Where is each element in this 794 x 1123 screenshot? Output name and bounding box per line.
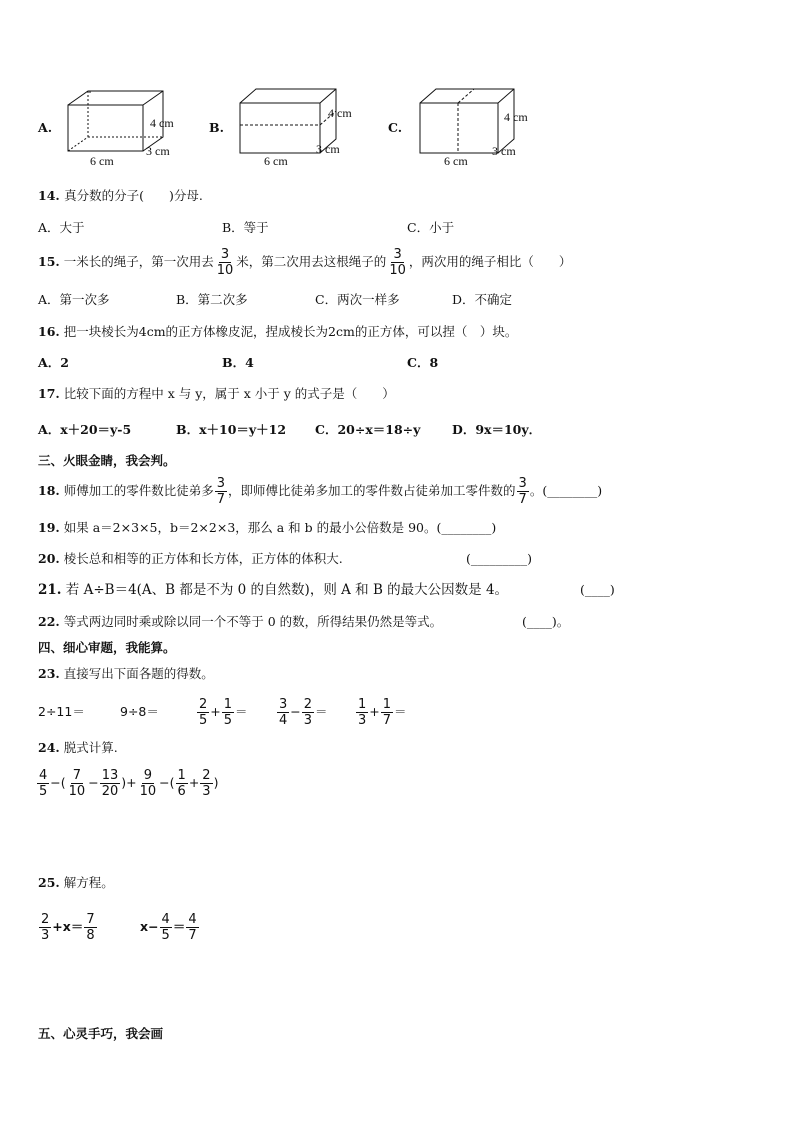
section-4-heading: 四、细心审题，我能算。 — [38, 640, 176, 655]
question-text-b: 米，第二次用去这根绳子的 — [236, 254, 387, 269]
q20-answer-blank[interactable]: (_________) — [466, 551, 533, 566]
question-number: 17. — [38, 386, 60, 401]
q13-figure-a — [60, 85, 190, 170]
fraction-3-10: $\frac{3}{10}$ — [216, 247, 234, 278]
section-5-heading: 五、心灵手巧，我会画 — [38, 1026, 164, 1041]
q16-option-a[interactable]: A．2 — [38, 355, 69, 370]
q15-option-b[interactable]: B．第二次多 — [176, 292, 248, 307]
q15-option-c[interactable]: C．两次一样多 — [315, 292, 400, 307]
q15-stem — [38, 244, 571, 280]
dim-depth-label: 3 cm — [492, 144, 516, 158]
question-text: 若 A÷B＝4(A、B 都是不为 0 的自然数)，则 A 和 B 的最大公因数是 4。 — [65, 582, 509, 598]
question-text-c: 。(________) — [529, 483, 603, 498]
fraction-3-7: $\frac{3}{7}$ — [216, 476, 226, 507]
dim-length-label: 6 cm — [444, 154, 468, 168]
q13-option-b-label: B. — [209, 120, 224, 135]
question-text: 如果 a＝2×3×5，b＝2×2×3，那么 a 和 b 的最小公倍数是 90。(________) — [63, 520, 497, 535]
q25-stem — [38, 874, 114, 892]
q23-expr-2: 9÷8＝ — [120, 704, 159, 719]
question-text: 等式两边同时乘或除以同一个不等于 0 的数，所得结果仍然是等式。 — [63, 614, 443, 629]
q14-stem — [38, 187, 203, 205]
q15-option-a[interactable]: A．第一次多 — [38, 292, 110, 307]
question-number: 23. — [38, 666, 60, 681]
q20-stem — [38, 550, 343, 568]
question-number: 20. — [38, 551, 60, 566]
dim-depth-label: 3 cm — [316, 142, 340, 156]
q25-equation-1: $\frac{2}{3}$ +x＝ $\frac{7}{8}$ — [41, 912, 95, 943]
q17-option-a[interactable]: A．x＋20＝y-5 — [38, 422, 132, 437]
q13-option-c-label: C. — [388, 120, 403, 135]
q17-option-b[interactable]: B．x＋10＝y＋12 — [176, 422, 287, 437]
q23-stem — [38, 665, 214, 683]
q22-stem — [38, 613, 442, 631]
q14-option-a[interactable]: A．大于 — [38, 220, 85, 235]
question-text: 棱长总和相等的正方体和长方体，正方体的体积大. — [63, 551, 343, 566]
q16-option-c[interactable]: C．8 — [407, 355, 439, 370]
q25-equation-2: x− $\frac{4}{5}$ ＝ $\frac{4}{7}$ — [140, 912, 197, 943]
dim-length-label: 6 cm — [90, 154, 114, 168]
q19-stem — [38, 519, 496, 537]
q21-answer-blank[interactable]: (____) — [580, 582, 615, 597]
q16-option-b[interactable]: B．4 — [222, 355, 254, 370]
fraction-3-7: $\frac{3}{7}$ — [518, 476, 527, 507]
question-number: 14. — [38, 188, 60, 203]
question-text: 直接写出下面各题的得数。 — [63, 666, 214, 681]
question-number: 18. — [38, 483, 60, 498]
q15-option-d[interactable]: D．不确定 — [452, 292, 513, 307]
q17-option-c[interactable]: C．20÷x＝18÷y — [315, 422, 421, 437]
question-number: 22. — [38, 614, 60, 629]
q24-expression: $\frac{4}{5}$ −( $\frac{7}{10}$ − $\frac{13}{20}$ )+ $\frac{9}{10}$ −( $\frac{1}{6}$ + $\frac{2}{3}$ ) — [39, 768, 219, 799]
q13-figure-c — [414, 85, 544, 170]
question-text: 比较下面的方程中 x 与 y，属于 x 小于 y 的式子是（ ） — [63, 386, 395, 401]
q22-answer-blank[interactable]: (____)。 — [522, 614, 570, 629]
question-text-b: ，即师傅比徒弟多加工的零件数占徒弟加工零件数的 — [228, 483, 516, 498]
dim-height-label: 4 cm — [328, 106, 352, 120]
q14-option-c[interactable]: C．小于 — [407, 220, 455, 235]
q18-stem — [38, 472, 602, 510]
question-text: 解方程。 — [63, 875, 114, 890]
question-text: 把一块棱长为4cm的正方体橡皮泥，捏成棱长为2cm的正方体，可以捏（ ）块。 — [63, 324, 518, 339]
question-number: 16. — [38, 324, 60, 339]
question-text: 真分数的分子( )分母. — [64, 188, 203, 203]
q23-expr-3: $\frac{2}{5}$ + $\frac{1}{5}$ ＝ — [199, 697, 248, 728]
question-number: 25. — [38, 875, 60, 890]
q17-option-d[interactable]: D．9x＝10y． — [452, 422, 542, 437]
box-front-face — [68, 105, 143, 151]
question-number: 24. — [38, 740, 60, 755]
dim-length-label: 6 cm — [264, 154, 288, 168]
q16-stem — [38, 323, 517, 341]
q23-expr-5: $\frac{1}{3}$ + $\frac{1}{7}$ ＝ — [358, 697, 407, 728]
q14-option-b[interactable]: B．等于 — [222, 220, 269, 235]
q24-stem — [38, 739, 118, 757]
question-number: 15. — [38, 254, 60, 269]
q23-expr-1: 2÷11＝ — [38, 704, 85, 719]
question-text-a: 师傅加工的零件数比徒弟多 — [63, 483, 214, 498]
q13-figure-b — [236, 85, 366, 170]
question-number: 21. — [38, 582, 62, 598]
question-number: 19. — [38, 520, 60, 535]
dim-height-label: 4 cm — [150, 116, 174, 130]
q23-expr-4: $\frac{3}{4}$ − $\frac{2}{3}$ ＝ — [279, 697, 328, 728]
question-text-c: ，两次用的绳子相比（ ） — [408, 254, 572, 269]
dim-height-label: 4 cm — [504, 110, 528, 124]
box-back-outline — [68, 91, 163, 151]
section-3-heading: 三、火眼金睛，我会判。 — [38, 453, 176, 468]
q13-option-a-label: A. — [38, 120, 53, 135]
dim-depth-label: 3 cm — [146, 144, 170, 158]
q17-stem — [38, 385, 395, 403]
q21-stem — [38, 581, 508, 599]
question-text: 脱式计算. — [63, 740, 118, 755]
question-text-a: 一米长的绳子，第一次用去 — [63, 254, 214, 269]
fraction-3-10: $\frac{3}{10}$ — [389, 247, 406, 278]
